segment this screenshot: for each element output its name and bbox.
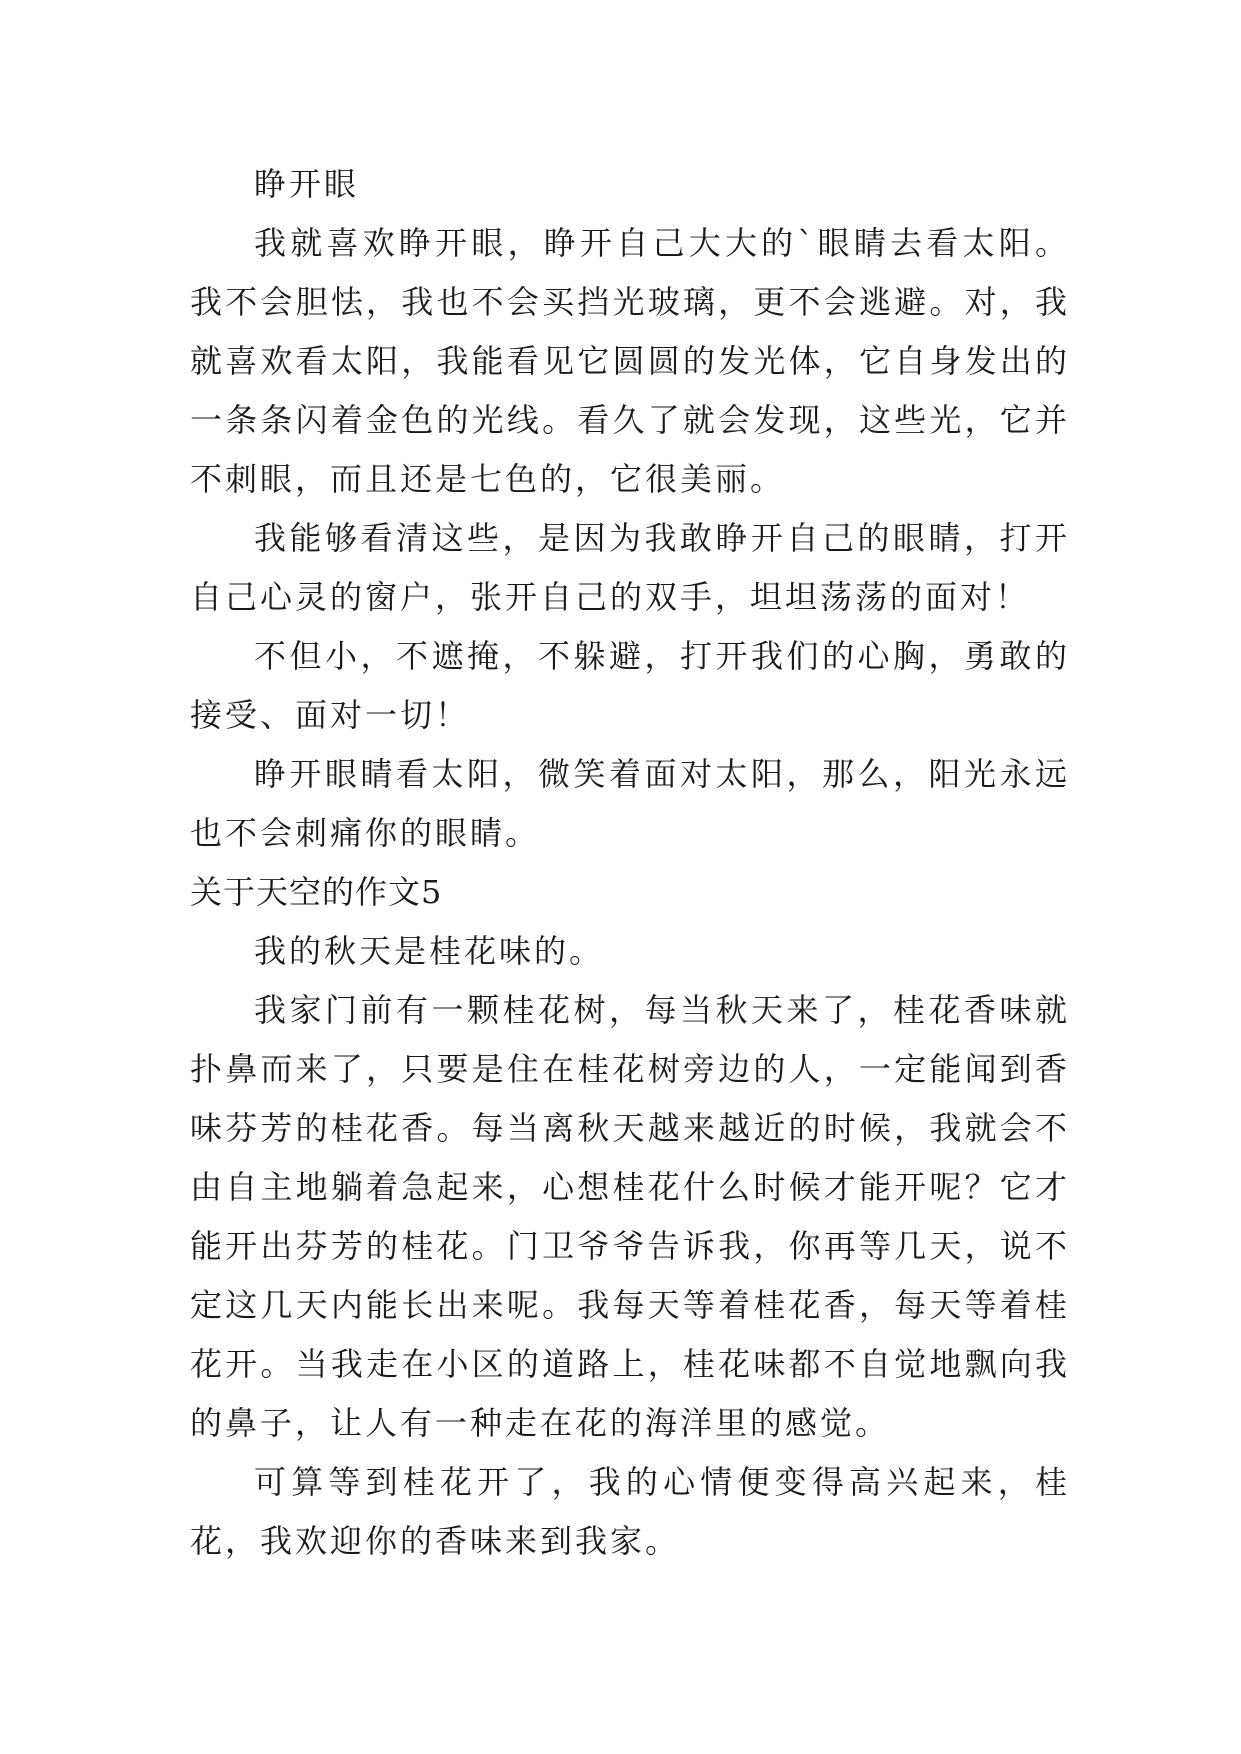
paragraph-1: 睁开眼 <box>254 165 360 203</box>
paragraph-5: 睁开眼睛看太阳，微笑着面对太阳，那么，阳光永远也不会刺痛你的眼睛。 <box>190 755 1070 852</box>
paragraph-3: 我能够看清这些，是因为我敢睁开自己的眼睛，打开自己心灵的窗户，张开自己的双手，坦坦荡荡的面对！ <box>190 519 1070 616</box>
document-body <box>190 155 1070 1571</box>
section-heading: 关于天空的作文5 <box>190 873 443 911</box>
paragraph-2: 我就喜欢睁开眼，睁开自己大大的`眼睛去看太阳。我不会胆怯，我也不会买挡光玻璃，更不会逃避。对，我就喜欢看太阳，我能看见它圆圆的发光体，它自身发出的一条条闪着金色的光线。看久了就会发现，这些光，它并不刺眼，而且还是七色的，它很美丽。 <box>190 224 1070 498</box>
paragraph-4: 不但小，不遮掩，不躲避，打开我们的心胸，勇敢的接受、面对一切！ <box>190 637 1070 734</box>
paragraph-6: 我的秋天是桂花味的。 <box>254 932 605 970</box>
paragraph-7: 我家门前有一颗桂花树，每当秋天来了，桂花香味就扑鼻而来了，只要是住在桂花树旁边的人，一定能闻到香味芬芳的桂花香。每当离秋天越来越近的时候，我就会不由自主地躺着急起来，心想桂花什么时候才能开呢？它才能开出芬芳的桂花。门卫爷爷告诉我，你再等几天，说不定这几天内能长出来呢。我每天等着桂花香，每天等着桂花开。当我走在小区的道路上，桂花味都不自觉地飘向我的鼻子，让人有一种走在花的海洋里的感觉。 <box>190 991 1070 1442</box>
paragraph-8: 可算等到桂花开了，我的心情便变得高兴起来，桂花，我欢迎你的香味来到我家。 <box>190 1463 1070 1560</box>
